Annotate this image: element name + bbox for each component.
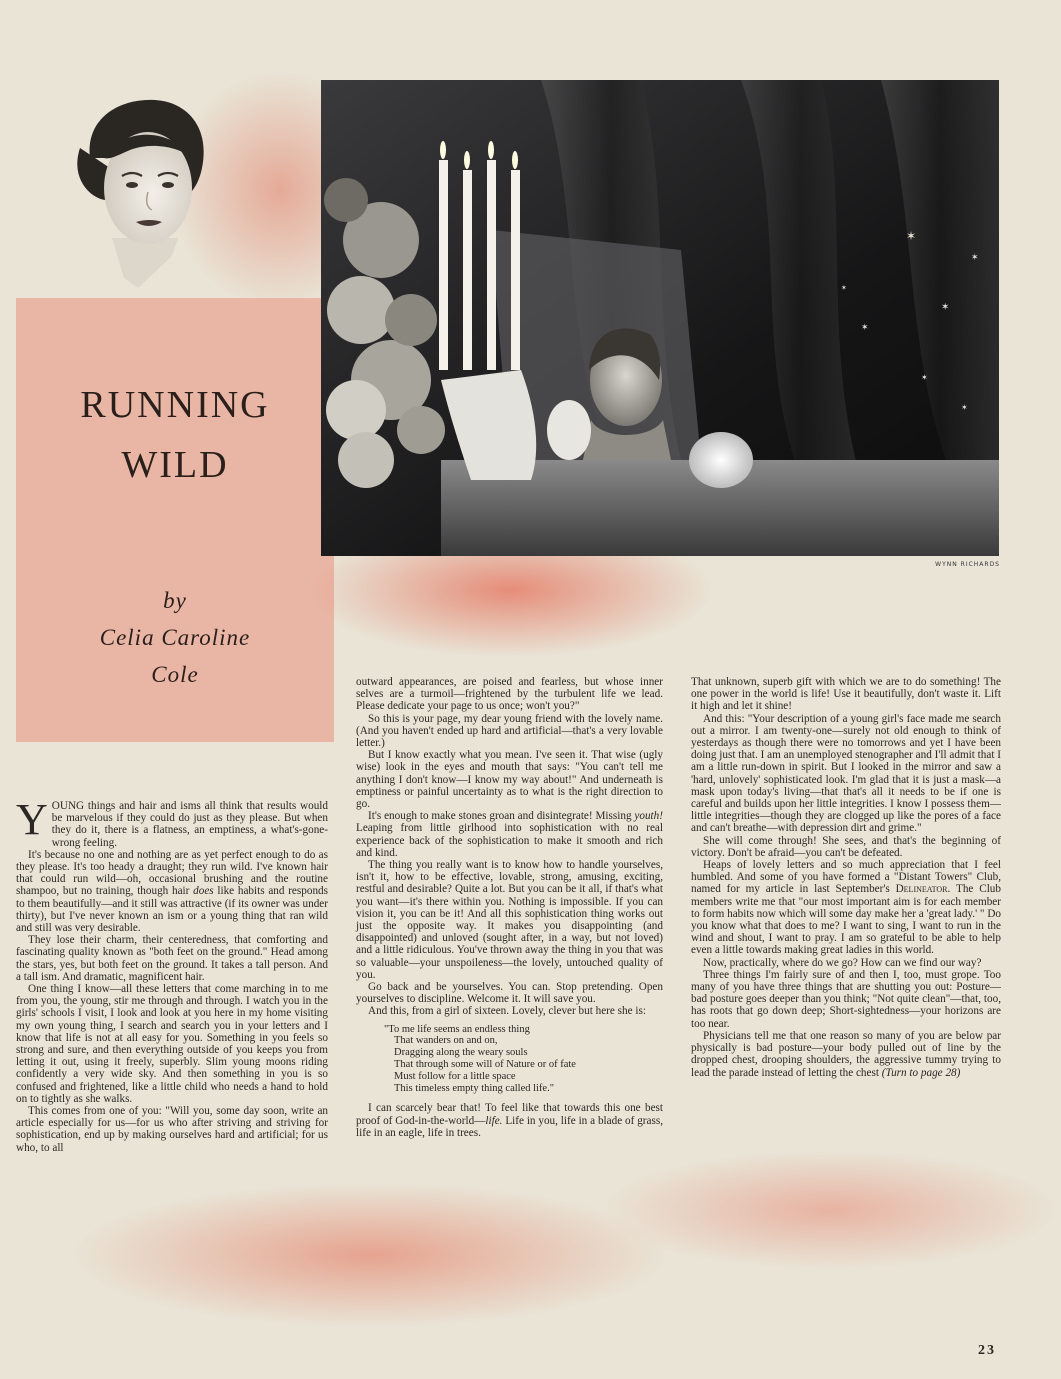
- byline-by: by: [163, 588, 187, 613]
- photo-illustration: [321, 80, 999, 556]
- poem-line: "To me life seems an endless thing: [384, 1023, 530, 1035]
- paragraph: That unknown, superb gift with which we are to do something! The one power in the world is life! Use it beautifully, don't waste it. Lift it high and let it shine!: [691, 676, 1001, 713]
- poem-line: That wanders on and on,: [394, 1035, 498, 1047]
- paragraph-text: I can scarcely bear that! To feel like that towards this one best proof of God-in-the-world—: [356, 1102, 663, 1127]
- paragraph: She will come through! She sees, and that's the beginning of victory. Don't be afraid—you can't be defeated.: [691, 834, 1001, 859]
- byline: [16, 582, 334, 693]
- poem-line: That through some will of Nature or of fate: [394, 1059, 576, 1071]
- paragraph-text: . The Club members write me that "our most important aim is for each member to form habits now which will some day make her a 'great lady.' " Do you know what that does to me? I want to sing, I want to run in the wind and shout, I want to pray. I am so grateful to be able to help even a little towards making great ladies in this world.: [691, 883, 1001, 957]
- paragraph: So this is your page, my dear young friend with the lovely name. (And you haven't ended up hard and artificial—that's a very lovable letter.): [356, 712, 663, 750]
- magazine-name: Delineator: [895, 883, 948, 896]
- paragraph: But I know exactly what you mean. I've seen it. That wise (ugly wise) look in the eyes and mouth that says: "You can't tell me anything I don't know—I know my way about!" And underneath is emptiness or painful uncertainty as to what is the right direction to go.: [356, 749, 663, 811]
- paragraph-text: Heaps of lovely letters and so much appreciation that I feel humbled. And some of you have formed a "Distant Towers" Club, named for my article in last September's: [691, 859, 1001, 896]
- poem-line: Dragging along the weary souls: [394, 1047, 528, 1059]
- svg-text:✶: ✶: [861, 323, 869, 333]
- emphasis: youth!: [634, 810, 663, 823]
- paragraph: [356, 1102, 663, 1139]
- page-number: 23: [978, 1343, 996, 1358]
- paragraph-text: Life in you, life in a blade of grass, life in an eagle, life in trees.: [356, 1114, 664, 1139]
- author-name-line-2: Cole: [151, 662, 199, 687]
- vanity-photograph: [321, 80, 999, 556]
- poem: [384, 1024, 663, 1095]
- paragraph: One thing I know—all these letters that come marching in to me from you, the young, stir me through and through. I watch you in the girls' schools I visit, I look and look at you here in my home visiting my own young thing, I search and search you in your letters and I know that life is not at all easy for you. Something in you feels so strong and sure, and then everything outside of you keeps you from letting it out, using it freely, superbly. Slim young moons riding confidently a very wide sky. And then something in you is so confused and frightened, like a little child who needs a hand to hold on to tightly as she walks.: [16, 983, 328, 1105]
- svg-text:✶: ✶: [961, 403, 968, 412]
- paragraph: outward appearances, are poised and fearless, but whose inner selves are a turmoil—frightened by the turbulent life we lead. Please dedicate your page to us once; won't you?": [356, 676, 663, 713]
- paragraph-text: Physicians tell me that one reason so many of you are below par physically is bad posture—your body pulled out of line by the dropped chest, drooping shoulders, the aggressive tummy trying to lead the parade instead of letting the chest: [691, 1029, 1001, 1079]
- svg-text:✶: ✶: [971, 253, 979, 263]
- drop-cap: Y: [16, 795, 48, 844]
- emphasis: does: [193, 885, 214, 898]
- paragraph: Three things I'm fairly sure of and then I, too, must grope. Too many of you have three things that are shutting you out: Posture—bad posture goes deeper than you think; "Not quite clean"—that, too, has roots that go down deep; Short-sightedness—your horizons are too near.: [691, 968, 1001, 1030]
- paragraph-text: OUNG things and hair and isms all think that results would be marvelous if they could do just as they please. But when they do it, there is a flatness, an emptiness, a what's-gone-wrong feeling.: [51, 800, 328, 849]
- paragraph: And this, from a girl of sixteen. Lovely, clever but here she is:: [368, 1005, 646, 1018]
- paragraph-text: Leaping from little girlhood into sophistication with no real experience back of the sophistication to make it smooth and rich and kind.: [356, 822, 663, 859]
- svg-text:✶: ✶: [941, 302, 950, 313]
- title-line-2: WILD: [121, 444, 229, 486]
- paragraph: And this: "Your description of a young girl's face made me search out a mirror. I am twenty-one—surely not old enough to think of yesterdays as though there were no tomorrows and yet I have been doing just that. I am an unemployed stenographer and I'll admit that I am a little run-down in spirit. But I looked in the mirror and saw a 'hard, unlovely' sophisticated look. I'm glad that it is just a mask—a mask upon today's living—that that's all it needs to be if one is careful and builds upon her little integrities. I know I possess them—little integrities—though they are clogged up like the pores of a face and can't breathe—with depression dirt and grime.": [691, 712, 1001, 835]
- continued-note: (Turn to page 28): [881, 1066, 961, 1079]
- poem-line: Must follow for a little space: [394, 1070, 516, 1082]
- paragraph: They lose their charm, their centeredness, that comforting and fascinating quality known as "both feet on the ground." Head among the stars, yes, but both feet on the ground. It takes a tall person. And a tall ism. And dramatic, magnificent hair.: [16, 934, 328, 983]
- powder-puff: [689, 432, 753, 488]
- svg-text:✶: ✶: [906, 229, 917, 243]
- paragraph: [691, 859, 1001, 957]
- svg-text:✶: ✶: [921, 373, 928, 382]
- pink-wash-bottom: [60, 1180, 680, 1330]
- paragraph: [16, 849, 328, 934]
- article-title: [16, 375, 334, 495]
- author-name-line-1: Celia Caroline: [99, 625, 251, 650]
- paragraph-text: It's enough to make stones groan and disintegrate! Missing: [368, 810, 635, 823]
- paragraph-text: like habits and responds to them beautifully—and it still was attractive (if its owner was under thirty), but I've never known an ism or a young thing that ran wild and still was very desirable.: [16, 885, 328, 935]
- photo-credit: WYNN RICHARDS: [935, 561, 1000, 568]
- text-column-2: [356, 676, 663, 1139]
- paragraph: [16, 795, 328, 849]
- author-portrait: [60, 88, 220, 288]
- paragraph: The thing you really want is to know how to handle yourselves, isn't it, how to be effective, lovable, strong, amusing, exciting, restful and desirable? Quite a lot. But you can be it all, if that's what you want—it's there within you. Nothing is impossible. If you can vision it, you can be it! And all this sophistication thing works out just the opposite way. It makes you disappointing (and disappointed) and unloved (sought after, in a way, but not loved) and a little ridiculous. You've thrown away the thing in you that was so valuable—your unspoileness—the lovely, untouched quality of you.: [356, 859, 663, 981]
- paragraph: Go back and be yourselves. You can. Stop pretending. Open yourselves to discipline. Welcome it. It will save you.: [356, 981, 663, 1006]
- text-column-1: [16, 795, 328, 1154]
- poem-line: This timeless empty thing called life.": [394, 1082, 555, 1094]
- text-column-3: [691, 676, 1001, 1079]
- svg-text:✶: ✶: [841, 284, 847, 292]
- paragraph: [691, 1030, 1001, 1079]
- paragraph: Now, practically, where do we go? How can we find our way?: [703, 956, 982, 969]
- pink-wash-bottom-right: [600, 1150, 1060, 1270]
- paragraph-text: It's because no one and nothing are as yet perfect enough to do as they please. It's too heady a draught; they run wild. I've known hair that could run wild—oh, occasional brushing and the routine shampoo, but no training, though hair: [16, 848, 328, 898]
- emphasis: life.: [485, 1114, 503, 1127]
- paragraph: This comes from one of you: "Will you, some day soon, write an article especially for us—for us who after striving and striving for sophistication, end up by making ourselves hard and artificial; for us who, to all: [16, 1105, 328, 1154]
- paragraph: [356, 810, 663, 859]
- title-line-1: RUNNING: [80, 384, 270, 426]
